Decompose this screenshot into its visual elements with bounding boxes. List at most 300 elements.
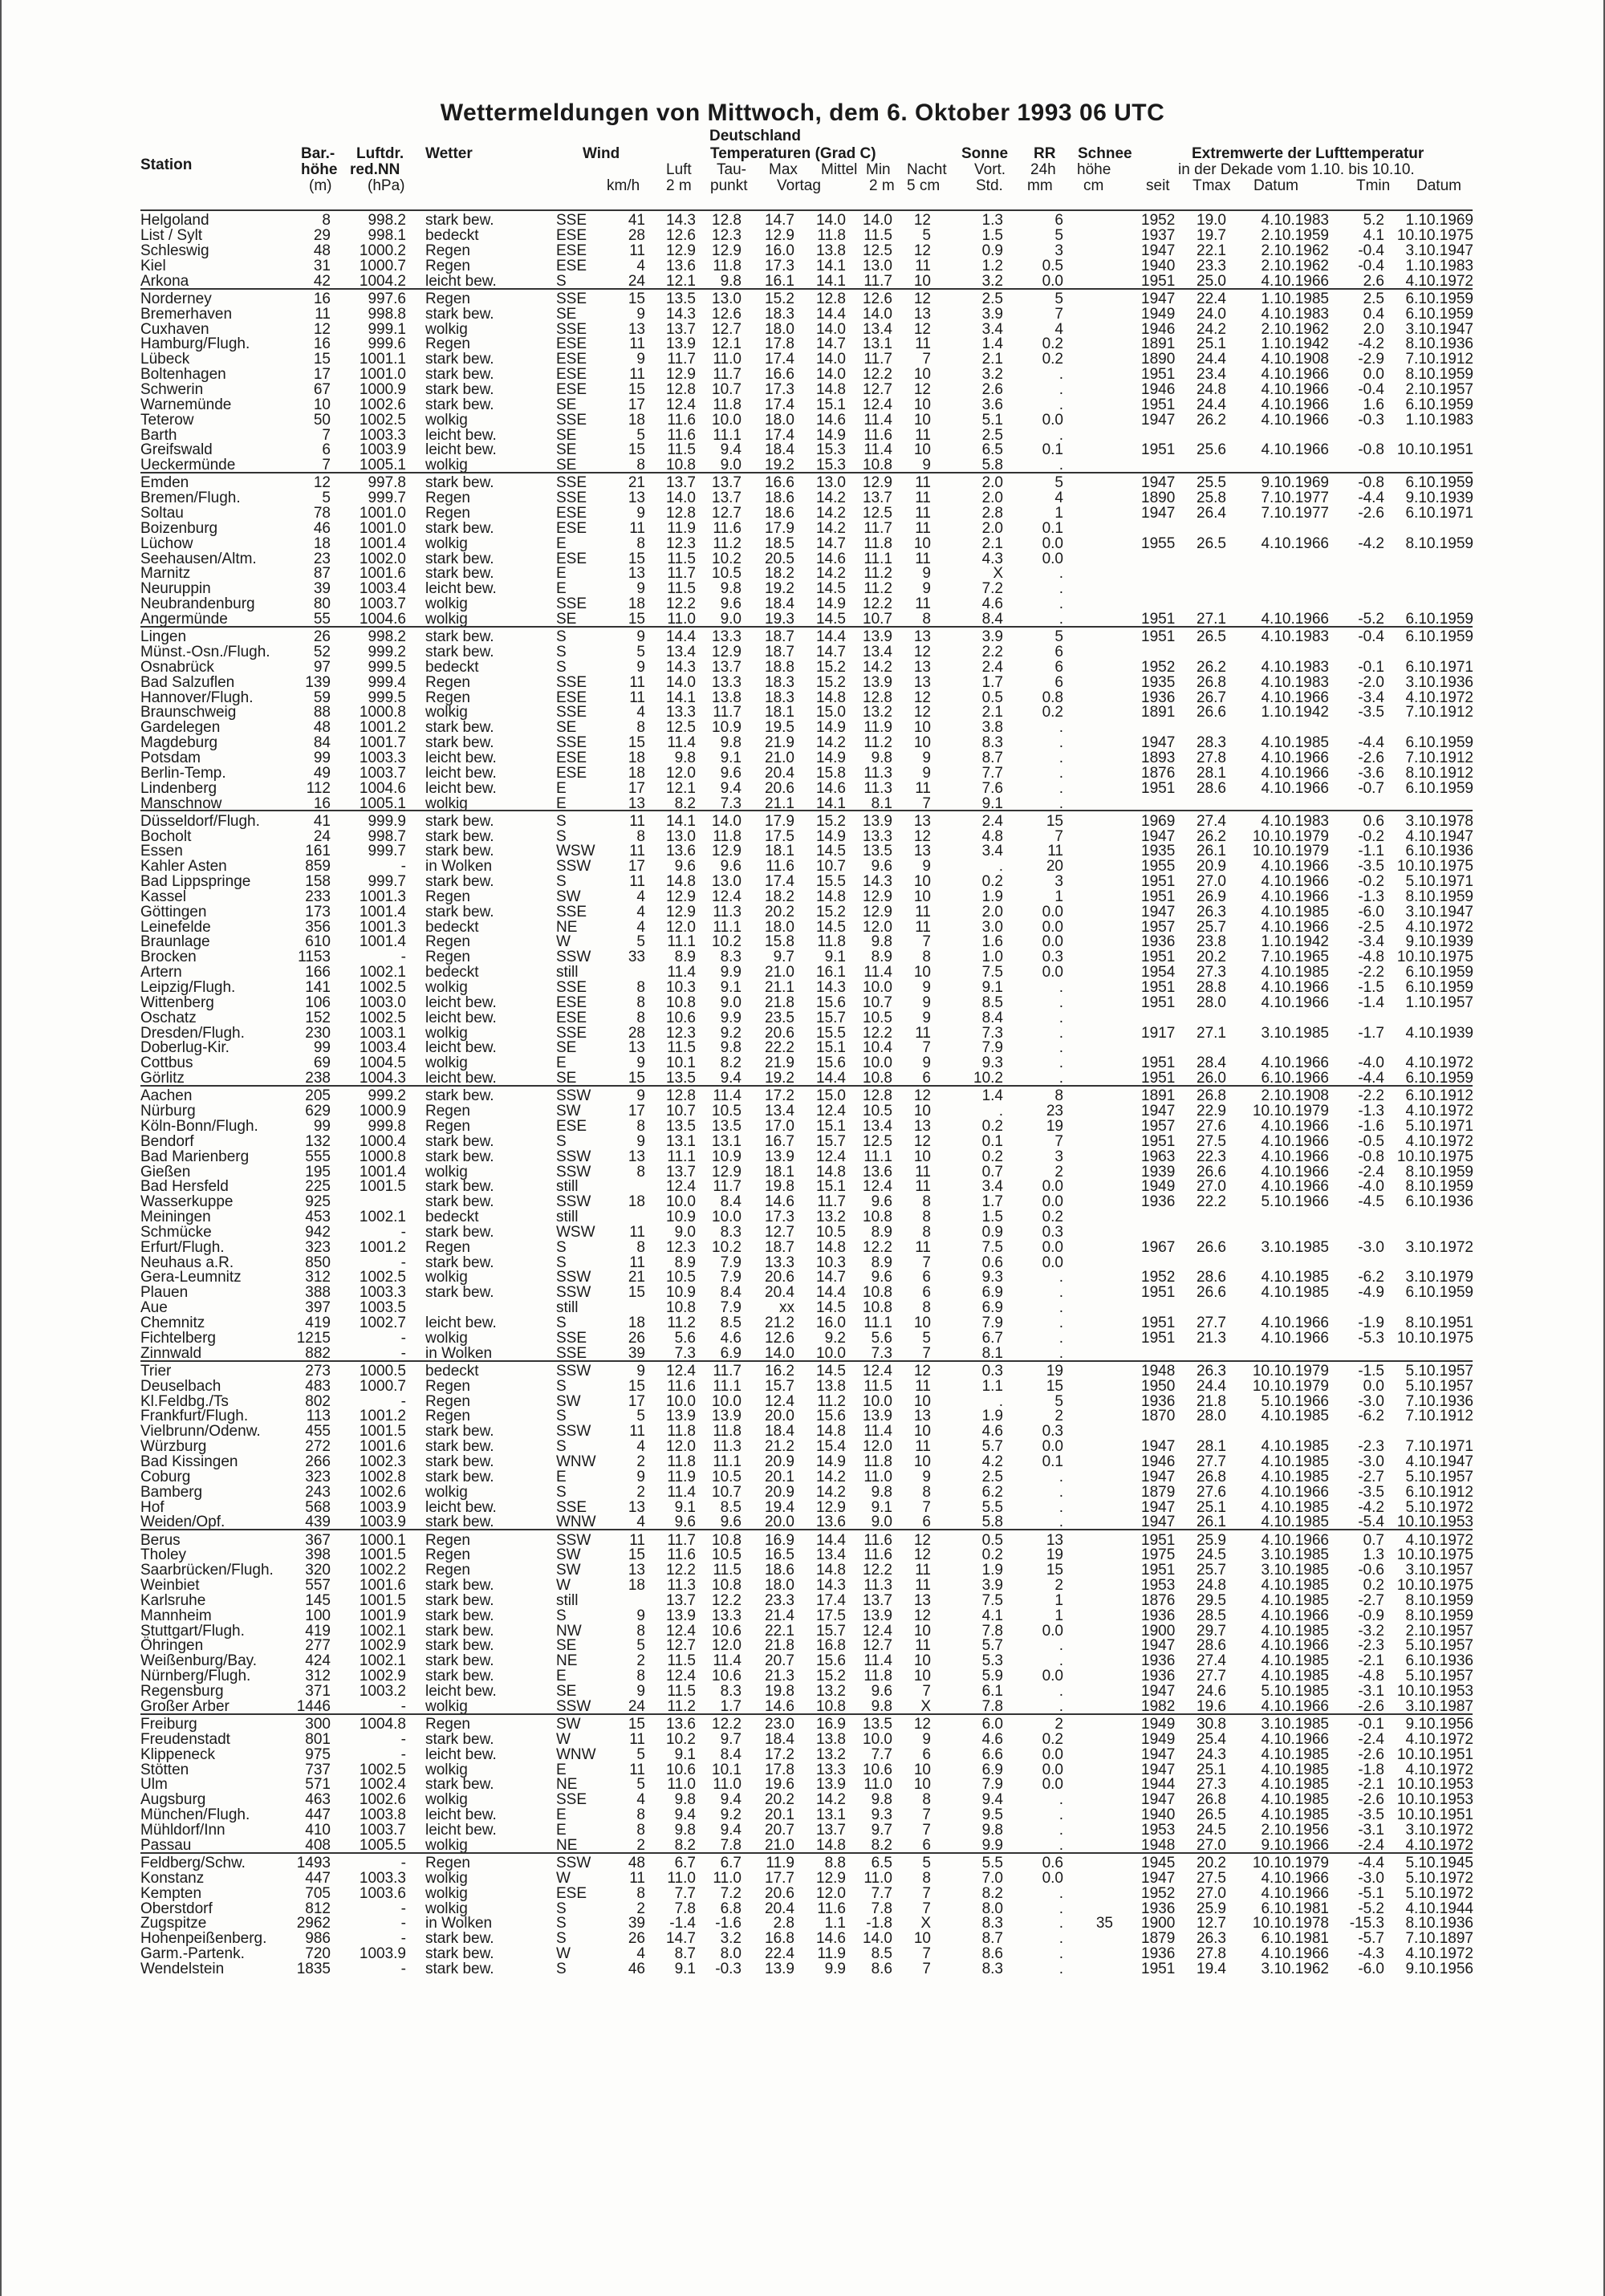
rr-24h: 0.6 — [1042, 1854, 1063, 1871]
station-name: Schwerin — [140, 380, 204, 398]
wind-kmh: 13 — [628, 565, 645, 583]
wind-richtung: WSW — [556, 843, 595, 860]
tmax: 26.1 — [1197, 1514, 1226, 1531]
tmax-datum: 3.10.1985 — [1261, 1024, 1329, 1042]
station-name: Bremerhaven — [140, 305, 233, 323]
min-2m: 10.0 — [863, 1392, 892, 1410]
luftdruck: 998.2 — [368, 212, 406, 230]
min-2m: 14.0 — [863, 212, 892, 230]
station-name: Lübeck — [140, 351, 190, 368]
wind-kmh: 8 — [636, 979, 645, 996]
nacht-5cm: 12 — [913, 827, 931, 845]
seit: 1947 — [1141, 1468, 1176, 1485]
min-2m: 14.0 — [863, 305, 892, 323]
rr-24h: . — [1058, 1329, 1063, 1347]
rr-24h: 0.0 — [1042, 933, 1063, 951]
tmin-datum: 1.10.1969 — [1405, 212, 1473, 230]
max-vortag: 21.1 — [765, 979, 794, 996]
tmax-datum: 6.10.1981 — [1261, 1930, 1329, 1948]
seit: 1891 — [1141, 1087, 1176, 1105]
wetter: in Wolken — [425, 1344, 493, 1362]
tmin: -2.1 — [1358, 1776, 1384, 1794]
tmax-datum: 3.10.1985 — [1261, 1716, 1329, 1733]
wind-richtung: still — [556, 1299, 579, 1317]
mittel-vortag: 14.9 — [816, 827, 846, 845]
wind-kmh: 4 — [636, 257, 645, 274]
max-vortag: 21.1 — [765, 794, 794, 812]
mittel-vortag: 14.9 — [816, 595, 846, 613]
luftdruck: 997.8 — [368, 474, 406, 492]
tmax-datum: 4.10.1966 — [1261, 1884, 1329, 1902]
taupunkt: 13.7 — [712, 474, 742, 492]
rr-24h: . — [1058, 1315, 1063, 1331]
sonne: 3.9 — [981, 1577, 1003, 1595]
station-name: Kempten — [140, 1884, 202, 1902]
luft-2m: 12.0 — [666, 1438, 696, 1456]
rr-24h: 0.0 — [1042, 411, 1063, 429]
wind-kmh: 11 — [629, 335, 645, 353]
wind-richtung: SSE — [556, 1498, 587, 1516]
luft-2m: 13.9 — [666, 1408, 696, 1425]
station-name: Feldberg/Schw. — [140, 1854, 246, 1871]
wind-kmh: 18 — [628, 1193, 645, 1211]
min-2m: 13.2 — [863, 704, 892, 721]
tmax-datum: 4.10.1985 — [1261, 1269, 1329, 1286]
taupunkt: 10.2 — [712, 933, 742, 951]
sonne: 5.8 — [981, 457, 1003, 474]
tmin-datum: 6.10.1912 — [1405, 1087, 1473, 1105]
seit: 1870 — [1141, 1408, 1176, 1425]
taupunkt: 10.0 — [712, 1392, 742, 1410]
tmin: -0.8 — [1358, 1148, 1384, 1165]
wind-richtung: E — [556, 1821, 567, 1839]
sonne: 2.5 — [981, 290, 1003, 307]
max-vortag: 17.8 — [765, 335, 794, 353]
max-vortag: 18.4 — [765, 1423, 794, 1441]
rr-24h: 23 — [1046, 1103, 1063, 1120]
mittel-vortag: 15.3 — [816, 441, 846, 459]
min-2m: 11.8 — [863, 1668, 892, 1685]
rr-24h: . — [1058, 1483, 1063, 1501]
tmin-datum: 4.10.1972 — [1405, 1761, 1473, 1778]
station-name: Schmücke — [140, 1223, 212, 1241]
taupunkt: 9.4 — [720, 779, 742, 797]
bar-hoehe: 610 — [305, 933, 331, 951]
seit: 1951 — [1141, 396, 1176, 413]
min-2m: 9.7 — [871, 1821, 892, 1839]
tmin-datum: 6.10.1971 — [1405, 505, 1473, 522]
max-vortag: 17.3 — [765, 257, 794, 274]
mittel-vortag: 14.7 — [816, 1269, 846, 1286]
header-station: Station — [140, 156, 193, 173]
nacht-5cm: 8 — [922, 1299, 931, 1317]
station-name: Bremen/Flugh. — [140, 490, 241, 507]
seit: 1935 — [1141, 843, 1176, 860]
mittel-vortag: 15.7 — [816, 1009, 846, 1026]
tmin-datum: 10.10.1975 — [1396, 858, 1473, 876]
tmin-datum: 3.10.1947 — [1405, 903, 1473, 920]
wind-kmh: 18 — [628, 411, 645, 429]
station-name: Berlin-Temp. — [140, 764, 226, 782]
seit: 1952 — [1141, 212, 1176, 230]
wind-richtung: S — [556, 272, 567, 290]
tmax-datum: 1.10.1942 — [1261, 933, 1329, 951]
rr-24h: . — [1058, 1269, 1063, 1286]
mittel-vortag: 14.0 — [816, 320, 846, 338]
max-vortag: 20.5 — [765, 550, 794, 567]
luft-2m: 12.9 — [666, 888, 696, 905]
min-2m: 11.8 — [863, 1453, 892, 1470]
min-2m: -1.8 — [866, 1915, 892, 1932]
nacht-5cm: 9 — [922, 1055, 931, 1072]
tmax: 21.3 — [1197, 1329, 1226, 1347]
luft-2m: 10.0 — [666, 1392, 696, 1410]
wind-richtung: WNW — [556, 1745, 596, 1763]
bar-hoehe: 850 — [305, 1254, 331, 1271]
wetter: leicht bew. — [425, 749, 497, 766]
wetter: Regen — [425, 1408, 470, 1425]
max-vortag: 18.0 — [765, 918, 794, 936]
taupunkt: 9.8 — [720, 272, 742, 290]
tmin: -1.1 — [1358, 843, 1384, 860]
tmax-datum: 4.10.1966 — [1261, 1117, 1329, 1135]
wind-richtung: SSE — [556, 320, 587, 338]
min-2m: 10.4 — [863, 1039, 892, 1057]
luftdruck: 999.7 — [368, 873, 406, 891]
wind-kmh: 5 — [636, 1745, 645, 1763]
station-name: Bad Lippspringe — [140, 873, 251, 891]
group-separator — [140, 626, 1473, 628]
wind-richtung: E — [556, 1668, 567, 1685]
group-separator — [140, 288, 1473, 290]
tmax: 26.5 — [1197, 1806, 1226, 1824]
tmax-datum: 4.10.1966 — [1261, 979, 1329, 996]
mittel-vortag: 14.7 — [816, 644, 846, 660]
luft-2m: 12.1 — [666, 272, 696, 290]
nacht-5cm: 7 — [922, 1344, 931, 1362]
tmax: 25.8 — [1197, 490, 1226, 507]
taupunkt: 13.1 — [712, 1132, 742, 1150]
taupunkt: 6.7 — [720, 1854, 742, 1871]
nacht-5cm: 10 — [913, 888, 931, 905]
wetter: bedeckt — [425, 1362, 479, 1380]
nacht-5cm: 7 — [922, 1039, 931, 1057]
wind-richtung: ESE — [556, 994, 587, 1011]
wind-kmh: 2 — [636, 1652, 645, 1670]
wetter: wolkig — [425, 1024, 468, 1042]
rr-24h: 1 — [1054, 888, 1063, 905]
tmin-datum: 8.10.1912 — [1405, 764, 1473, 782]
tmin: -2.6 — [1358, 505, 1384, 522]
header-min: Min — [866, 161, 891, 178]
header-min-2m: 2 m — [869, 177, 895, 194]
mittel-vortag: 13.2 — [816, 1745, 846, 1763]
station-name: Angermünde — [140, 611, 228, 628]
sonne: 7.5 — [981, 1591, 1003, 1609]
sonne: 6.7 — [981, 1329, 1003, 1347]
bar-hoehe: 166 — [305, 964, 331, 981]
station-name: Bendorf — [140, 1132, 194, 1150]
sonne: 7.8 — [981, 1697, 1003, 1715]
station-row — [0, 536, 1605, 552]
station-name: Gera-Leumnitz — [140, 1269, 242, 1286]
min-2m: 12.0 — [863, 918, 892, 936]
taupunkt: 9.6 — [720, 595, 742, 613]
nacht-5cm: X — [920, 1915, 931, 1932]
tmax: 27.5 — [1197, 1869, 1226, 1887]
bar-hoehe: 986 — [305, 1930, 331, 1948]
wind-kmh: 11 — [629, 673, 645, 691]
luftdruck: 998.8 — [368, 305, 406, 323]
mittel-vortag: 14.9 — [816, 1453, 846, 1470]
wind-richtung: SSW — [556, 1423, 591, 1441]
rr-24h: 0.2 — [1042, 1730, 1063, 1748]
min-2m: 7.7 — [871, 1884, 892, 1902]
station-row — [0, 814, 1605, 830]
wetter: Regen — [425, 257, 470, 274]
sonne: 5.7 — [981, 1637, 1003, 1655]
tmax: 25.1 — [1197, 1761, 1226, 1778]
rr-24h: 0.0 — [1042, 534, 1063, 552]
max-vortag: 17.4 — [765, 351, 794, 368]
wind-richtung: SE — [556, 611, 577, 628]
seit: 1951 — [1141, 979, 1176, 996]
luft-2m: -1.4 — [669, 1915, 696, 1932]
rr-24h: . — [1058, 1468, 1063, 1485]
station-name: Teterow — [140, 411, 194, 429]
station-name: Dresden/Flugh. — [140, 1024, 245, 1042]
max-vortag: 12.4 — [765, 1392, 794, 1410]
min-2m: 12.4 — [863, 1178, 892, 1196]
station-name: Barth — [140, 426, 177, 444]
taupunkt: 10.8 — [712, 1531, 742, 1549]
max-vortag: 11.6 — [766, 858, 794, 876]
tmin: -0.4 — [1358, 257, 1384, 274]
luftdruck: 1001.0 — [359, 366, 406, 384]
nacht-5cm: 6 — [922, 1836, 931, 1854]
tmin-datum: 10.10.1975 — [1396, 1148, 1473, 1165]
max-vortag: 16.5 — [765, 1546, 794, 1564]
tmin: -0.6 — [1358, 1562, 1384, 1579]
wind-kmh: 8 — [636, 1163, 645, 1181]
nacht-5cm: 10 — [913, 396, 931, 413]
wetter: stark bew. — [425, 873, 494, 891]
sonne: 2.0 — [981, 490, 1003, 507]
luftdruck: 1000.8 — [359, 1148, 406, 1165]
tmax-datum: 4.10.1966 — [1261, 1329, 1329, 1347]
bar-hoehe: 80 — [313, 595, 331, 613]
rr-24h: 19 — [1046, 1362, 1063, 1380]
sonne: 0.1 — [981, 1132, 1003, 1150]
rr-24h: . — [1058, 734, 1063, 752]
luft-2m: 12.4 — [666, 396, 696, 413]
taupunkt: 10.0 — [712, 411, 742, 429]
wind-richtung: SSE — [556, 1791, 587, 1809]
luft-2m: 12.8 — [666, 380, 696, 398]
wind-kmh: 8 — [636, 1884, 645, 1902]
tmax: 24.3 — [1197, 1745, 1226, 1763]
group-separator — [140, 472, 1473, 473]
tmin-datum: 2.10.1957 — [1405, 1622, 1473, 1640]
seit: 1940 — [1141, 257, 1176, 274]
nacht-5cm: 11 — [915, 1377, 931, 1395]
rr-24h: . — [1058, 396, 1063, 413]
tmax: 26.8 — [1197, 1468, 1226, 1485]
nacht-5cm: 9 — [922, 565, 931, 583]
tmin-datum: 6.10.1936 — [1405, 1193, 1473, 1211]
wetter: stark bew. — [425, 1945, 494, 1963]
seit: 1944 — [1141, 1776, 1176, 1794]
bar-hoehe: 408 — [305, 1836, 331, 1854]
wind-richtung: S — [556, 1377, 567, 1395]
sonne: 3.9 — [981, 628, 1003, 646]
mittel-vortag: 14.6 — [816, 411, 846, 429]
wetter: wolkig — [425, 1483, 468, 1501]
nacht-5cm: 11 — [915, 505, 931, 522]
station-name: Nürburg — [140, 1103, 196, 1120]
luft-2m: 13.6 — [666, 843, 696, 860]
nacht-5cm: 12 — [913, 1546, 931, 1564]
sonne: 1.2 — [981, 257, 1003, 274]
wetter: stark bew. — [425, 565, 494, 583]
min-2m: 13.7 — [863, 490, 892, 507]
wind-richtung: W — [556, 933, 571, 951]
bar-hoehe: 7 — [322, 426, 331, 444]
luftdruck: - — [400, 949, 406, 966]
nacht-5cm: 11 — [915, 1637, 931, 1655]
station-row — [0, 307, 1605, 323]
taupunkt: 12.9 — [712, 843, 742, 860]
sonne: 8.3 — [981, 734, 1003, 752]
nacht-5cm: 9 — [922, 858, 931, 876]
rr-24h: . — [1058, 1344, 1063, 1362]
station-name: Aachen — [140, 1087, 193, 1105]
wind-richtung: S — [556, 1483, 567, 1501]
mittel-vortag: 15.0 — [816, 1087, 846, 1105]
station-row — [0, 1134, 1605, 1150]
wetter: wolkig — [425, 1884, 468, 1902]
wind-richtung: ESE — [556, 227, 587, 245]
rr-24h: 13 — [1046, 1531, 1063, 1549]
wind-richtung: ESE — [556, 1884, 587, 1902]
bar-hoehe: 243 — [305, 1483, 331, 1501]
bar-hoehe: 100 — [305, 1607, 331, 1624]
nacht-5cm: 11 — [915, 779, 931, 797]
station-row — [0, 506, 1605, 522]
luftdruck: 1003.9 — [359, 1514, 406, 1531]
mittel-vortag: 14.2 — [816, 1791, 846, 1809]
max-vortag: 16.0 — [765, 242, 794, 259]
sonne: 5.3 — [981, 1652, 1003, 1670]
min-2m: 8.9 — [871, 949, 892, 966]
wetter: wolkig — [425, 704, 468, 721]
station-name: Görlitz — [140, 1070, 185, 1087]
max-vortag: 23.5 — [765, 1009, 794, 1026]
min-2m: 11.6 — [863, 1531, 892, 1549]
nacht-5cm: 11 — [915, 1178, 931, 1196]
wind-kmh: 4 — [636, 1514, 645, 1531]
mittel-vortag: 14.8 — [816, 1562, 846, 1579]
min-2m: 13.0 — [863, 257, 892, 274]
taupunkt: 11.0 — [713, 351, 742, 368]
header-nacht: Nacht — [907, 161, 947, 178]
wind-richtung: S — [556, 1607, 567, 1624]
luft-2m: 10.9 — [666, 1284, 696, 1302]
wind-richtung: ESE — [556, 380, 587, 398]
seit: 1947 — [1141, 734, 1176, 752]
header-tau: Tau- — [717, 161, 746, 178]
wetter: wolkig — [425, 1055, 468, 1072]
tmax: 23.4 — [1197, 366, 1226, 384]
min-2m: 11.2 — [863, 565, 892, 583]
taupunkt: 9.4 — [720, 1821, 742, 1839]
taupunkt: 10.1 — [712, 1761, 742, 1778]
luftdruck: 998.2 — [368, 628, 406, 646]
sonne: 9.3 — [981, 1269, 1003, 1286]
wind-richtung: SSE — [556, 490, 587, 507]
nacht-5cm: 11 — [915, 474, 931, 492]
wetter: Regen — [425, 490, 470, 507]
wind-richtung: SW — [556, 1392, 581, 1410]
wetter: Regen — [425, 1238, 470, 1256]
rr-24h: 3 — [1054, 1148, 1063, 1165]
tmin-datum: 4.10.1939 — [1405, 1024, 1473, 1042]
wetter: leicht bew. — [425, 1806, 497, 1824]
rr-24h: 0.0 — [1042, 1193, 1063, 1211]
sonne: 7.9 — [981, 1039, 1003, 1057]
tmax-datum: 3.10.1985 — [1261, 1238, 1329, 1256]
station-name: Vielbrunn/Odenw. — [140, 1423, 261, 1441]
tmax: 22.4 — [1197, 290, 1226, 307]
rr-24h: . — [1058, 1806, 1063, 1824]
mittel-vortag: 13.2 — [816, 1683, 846, 1700]
wetter: stark bew. — [425, 827, 494, 845]
wind-richtung: S — [556, 1930, 567, 1948]
bar-hoehe: 16 — [313, 335, 331, 353]
sonne: 7.8 — [981, 1622, 1003, 1640]
luftdruck: - — [400, 1915, 406, 1932]
seit: 1951 — [1141, 994, 1176, 1011]
nacht-5cm: 6 — [922, 1070, 931, 1087]
max-vortag: 17.2 — [765, 1745, 794, 1763]
tmin: -2.6 — [1358, 1791, 1384, 1809]
header-extremwerte: Extremwerte der Lufttemperatur — [1192, 145, 1424, 162]
luft-2m: 14.7 — [666, 1930, 696, 1948]
tmax: 27.6 — [1197, 1483, 1226, 1501]
taupunkt: 7.3 — [720, 794, 742, 812]
seit: 1949 — [1141, 1178, 1176, 1196]
rr-24h: 1 — [1054, 1607, 1063, 1624]
tmax: 26.3 — [1197, 1930, 1226, 1948]
luft-2m: 13.7 — [666, 1591, 696, 1609]
wind-richtung: SE — [556, 1039, 577, 1057]
station-name: Münst.-Osn./Flugh. — [140, 644, 270, 660]
tmax-datum: 9.10.1969 — [1261, 474, 1329, 492]
mittel-vortag: 10.7 — [816, 858, 846, 876]
sonne: 10.2 — [973, 1070, 1003, 1087]
tmax: 25.9 — [1197, 1900, 1226, 1917]
min-2m: 9.3 — [871, 1806, 892, 1824]
seit: 1936 — [1141, 1392, 1176, 1410]
mittel-vortag: 13.8 — [816, 1730, 846, 1748]
tmax: 27.3 — [1197, 964, 1226, 981]
tmin-datum: 3.10.1972 — [1405, 1821, 1473, 1839]
max-vortag: 22.2 — [765, 1039, 794, 1057]
max-vortag: 21.8 — [765, 1637, 794, 1655]
sonne: 9.3 — [981, 1055, 1003, 1072]
taupunkt: 10.9 — [712, 719, 742, 737]
nacht-5cm: 10 — [913, 964, 931, 981]
